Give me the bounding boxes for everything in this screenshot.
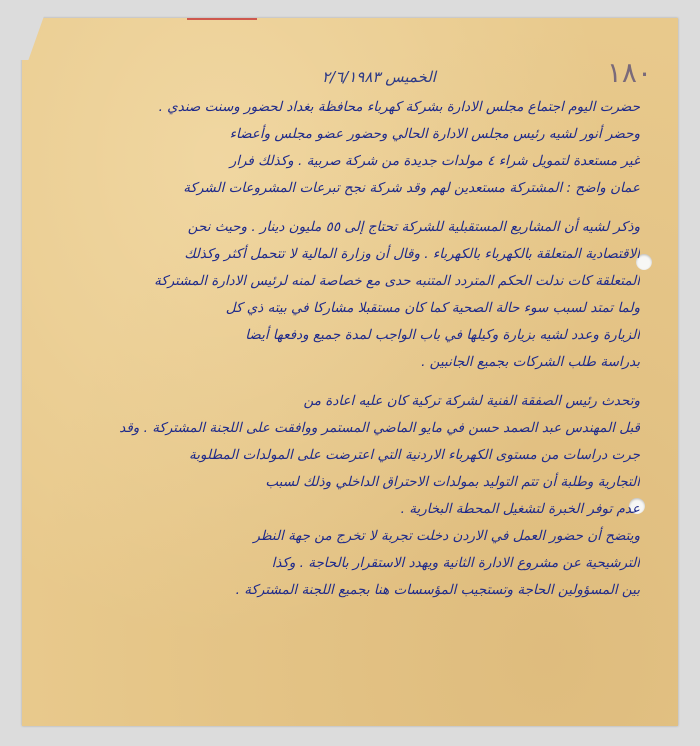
text-line: الترشيحية عن مشروع الادارة الثانية ويهدد الاستقرار بالحاجة . وكذا: [271, 555, 640, 571]
text-line: عدم توفر الخبرة لتشغيل المحطة البخارية .: [400, 501, 640, 517]
text-line: جرت دراسات من مستوى الكهرباء الاردنية التي اعترضت على المولدات المطلوبة: [189, 447, 640, 463]
paragraph-gap: [40, 202, 640, 214]
text-line: التجارية وطلبة أن تتم التوليد بمولدات الاحتراق الداخلي وذلك لسبب: [265, 474, 640, 490]
page-number: ١٨٠: [606, 56, 652, 89]
paragraph-1: [40, 94, 640, 202]
paragraph-gap: [40, 376, 640, 388]
paragraph-2: [40, 214, 640, 376]
text-line: وتحدث رئيس الصفقة الفنية لشركة تركية كان عليه اعادة من: [303, 393, 640, 409]
text-line: حضرت اليوم اجتماع مجلس الادارة بشركة كهرباء محافظة بغداد لحضور وسنت صندي .: [158, 99, 640, 115]
handwritten-body: [40, 94, 640, 604]
paragraph-3: [40, 388, 640, 523]
text-line: بين المسؤولين الحاجة وتستجيب المؤسسات هنا بجميع اللجنة المشتركة .: [235, 582, 640, 598]
text-line: ويتضح أن حضور العمل في الاردن دخلت تجربة لا تخرج من جهة النظر: [253, 528, 640, 544]
text-line: وحضر أنور لشيه رئيس مجلس الادارة الحالي وحضور عضو مجلس وأعضاء: [229, 126, 640, 142]
text-line: المتعلقة كات ندلت الحكم المتردد المتنبه حدى مع خصاصة لمنه لرئيس الادارة المشتركة: [154, 273, 640, 289]
text-line: قبل المهندس عبد الصمد حسن في مايو الماضي المستمر ووافقت على اللجنة المشتركة . وقد: [119, 420, 640, 436]
date-line: الخميس ٢/٦/١٩٨٣: [322, 68, 436, 86]
text-line: الزيارة وعدد لشيه بزيارة وكيلها في باب الواجب لمدة جميع ودفعها أيضا: [245, 327, 640, 343]
text-line: بدراسة طلب الشركات بجميع الجانبين .: [421, 354, 640, 370]
red-ink-mark: [187, 18, 257, 20]
text-line: وذكر لشيه أن المشاريع المستقبلية للشركة تحتاج إلى ٥٥ مليون دينار . وحيث نحن: [187, 219, 640, 235]
text-line: غير مستعدة لتمويل شراء ٤ مولدات جديدة من شركة صربية . وكذلك فرار: [229, 153, 640, 169]
letter-sheet: [22, 18, 678, 726]
text-line: ولما تمتد لسبب سوء حالة الصحية كما كان مستقبلا مشاركا في بيته ذي كل: [225, 300, 640, 316]
text-line: عمان واضح : المشتركة مستعدين لهم وقد شركة نجح تبرعات المشروعات الشركة: [183, 180, 640, 196]
text-line: الاقتصادية المتعلقة بالكهرباء بالكهرباء . وقال أن وزارة المالية لا تتحمل أكثر وكذلك: [184, 246, 640, 262]
paragraph-4: [40, 523, 640, 604]
